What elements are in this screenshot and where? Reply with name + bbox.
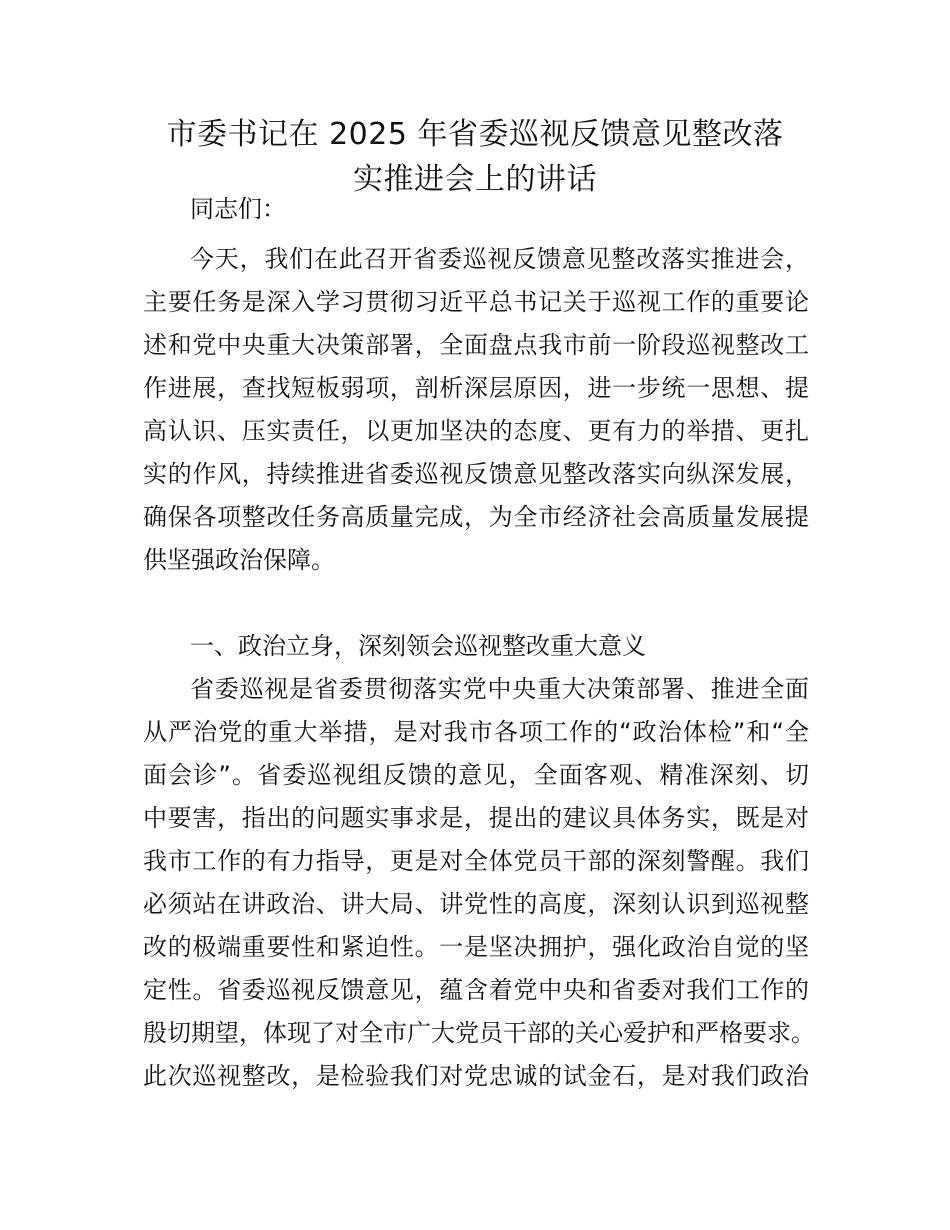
body-line: 今天，我们在此召开省委巡视反馈意见整改落实推进会， [190, 245, 809, 273]
body-line: 面会诊”。省委巡视组反馈的意见，全面客观、精准深刻、切 [143, 761, 809, 789]
document-title-line-2: 实推进会上的讲话 [353, 162, 597, 197]
body-line: 实的作风，持续推进省委巡视反馈意见整改落实向纵深发展， [143, 460, 809, 488]
body-line: 必须站在讲政治、讲大局、讲党性的高度，深刻认识到巡视整 [143, 890, 809, 918]
body-line: 作进展，查找短板弱项，剖析深层原因，进一步统一思想、提 [143, 374, 809, 402]
body-line: 高认识、压实责任，以更加坚决的态度、更有力的举措、更扎 [143, 417, 809, 445]
body-line: 述和党中央重大决策部署，全面盘点我市前一阶段巡视整改工 [143, 331, 809, 359]
body-line: 主要任务是深入学习贯彻习近平总书记关于巡视工作的重要论 [143, 288, 809, 316]
body-line: 定性。省委巡视反馈意见，蕴含着党中央和省委对我们工作的 [143, 976, 809, 1004]
body-line: 省委巡视是省委贯彻落实党中央重大决策部署、推进全面 [190, 675, 809, 703]
body-line: 我市工作的有力指导，更是对全体党员干部的深刻警醒。我们 [143, 847, 809, 875]
greeting: 同志们： [190, 195, 286, 223]
body-line: 改的极端重要性和紧迫性。一是坚决拥护，强化政治自觉的坚 [143, 933, 809, 961]
body-line: 确保各项整改任务高质量完成，为全市经济社会高质量发展提 [143, 503, 809, 531]
body-line: 殷切期望，体现了对全市广大党员干部的关心爱护和严格要求。 [143, 1019, 815, 1047]
body-line: 供坚强政治保障。 [143, 546, 335, 574]
body-line: 此次巡视整改，是检验我们对党忠诚的试金石，是对我们政治 [143, 1062, 809, 1090]
body-line: 中要害，指出的问题实事求是，提出的建议具体务实，既是对 [143, 804, 809, 832]
section-heading: 一、政治立身，深刻领会巡视整改重大意义 [190, 632, 646, 660]
body-line: 从严治党的重大举措，是对我市各项工作的“政治体检”和“全 [143, 718, 809, 746]
document-title-line-1: 市委书记在 2025 年省委巡视反馈意见整改落 [166, 117, 784, 152]
